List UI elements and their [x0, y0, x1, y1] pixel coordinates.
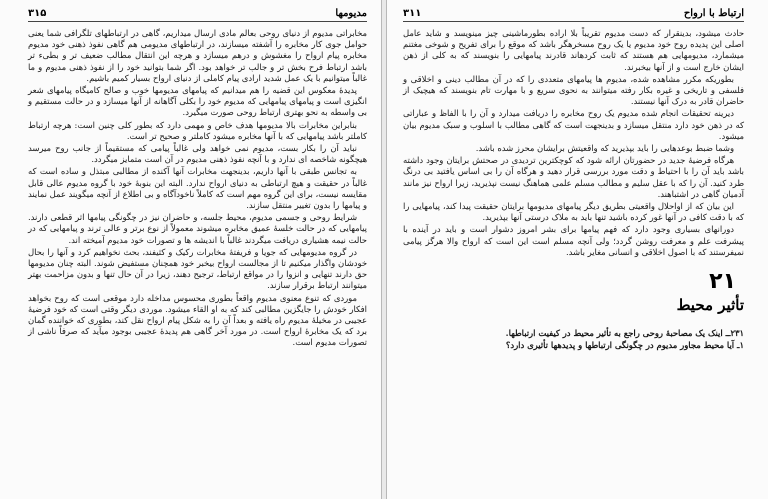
left-running-title: مدیومها	[335, 8, 367, 19]
right-running-head	[403, 8, 744, 22]
paragraph: پدیدهٔ معکوس این قضیه را هم میدانیم که پیامهای مدیومها خوب و صالح کامیگاه پیامهای شعر انگیزی است و پیامهای پیامهایی که مدیوم خود را بکلی آگاهانه از آنها میسازد و در حالت مستقیم و بی واسطه به نحو بهتری ارتباط روحی صورت میگیرد.	[28, 85, 367, 118]
left-page	[0, 0, 382, 499]
chapter-title: تأثیر محیط	[676, 296, 744, 315]
right-body-text	[403, 28, 744, 258]
paragraph: مخابراتی مدیوم از دنیای روحی بعالم مادی ارسال میداریم، گاهی در ارتباطهای تلگرافی شما یعنی حوامل جوی کار مخابره را آشفته میسازند، در ارتباطهای مدیومی هم گاهی نفوذ ذهنی خود مدیوم مخابره پیام ارواح را مغشوش و درهم میسازد و هرچه این انتقال مطالب ضعیف تر و بطیء تر باشد ارتباط فرح بخش تر و جالب تر خواهد بود. اگر شما بتوانید خود را از نفوذ ذهنی مدیوم و ما غالباً میتوانیم با یک عمل شدید ارادی پیام کاملی از دنیای ارواح بسیار کمیم باشیم.	[28, 28, 367, 83]
right-running-title: ارتباط با ارواح	[683, 8, 744, 19]
left-page-number: ۳۱۵	[28, 8, 47, 19]
paragraph: در گروه مدیومهایی که جویا و فریفتهٔ مخابرات رکیک و کثیفند، بحث نخواهیم کرد و آنها را بحال خودشان واگذار میکنیم تا از مجالست ارواح بیخبر خود همچنان مستفیض شوند. البته چنان مدیومها حق دارند تنهایی و انزوا را در مواقع ارتباط، ترجیح دهند، زیرا در آن حال تنها و بدون مزاحمت بهتر میتوانند ارتباط برقرار سازند.	[28, 246, 367, 291]
paragraph: ۱ـ آیا محیط مجاور مدیوم در چگونگی ارتباطها و پدیدهها تأثیری دارد؟	[505, 340, 744, 351]
paragraph: این بیان که از اواحلال واقعیتی بطریق دیگر پیامهای مدیومها برایتان حقیقت پیدا کند، پیامهایی را که با دقت کافی در آنها غور کرده باشید تنها باید به ملاک درستی آنها بپذیرید.	[403, 201, 744, 223]
paragraph: بنابراین مخابرات بالا مدیومها هدف خاص و مهمی دارد که بطور کلی چنین است: هرچه ارتباط کاملتر باشد پیامهایی که با آنها مخابره میشود کاملتر و صحیح تر است.	[28, 119, 367, 141]
paragraph: شرایط روحی و جسمی مدیوم، محیط جلسه، و حاضران نیز در چگونگی پیامها اثر قطعی دارند. پیامهایی که در حالت خلسهٔ عمیق مخابره میشوند معمولاً از نوع برتر و عالی ترند و پیامهایی که در حالت نیمه هشیاری دریافت میگردند غالباً با اندیشه ها و تصورات خود مدیوم آمیخته اند.	[28, 212, 367, 245]
paragraph: دیرینه تحقیقات انجام شده مدیوم یک روح مخابره را دریافت میدارد و آن را با الفاظ و عباراتی که در ذهن خود دارد منتقل میسازد و بدینجهت است که گاهی مطالب با اسلوب و سبک مدیوم بیان میشود.	[403, 108, 744, 141]
right-page-number: ۳۱۱	[403, 8, 422, 19]
right-page	[386, 0, 768, 499]
paragraph: وشما ضبط بوعدهایی را باید بپذیرید که واقعیتش برایشان محرز شده باشد.	[475, 143, 734, 154]
chapter-heading	[403, 270, 744, 314]
left-body-text	[28, 28, 367, 349]
paragraph: بطوریکه مکرر مشاهده شده، مدیوم ها پیامهای متعددی را که در آن مطالب دینی و اخلاقی و فلسفی و تاریخی و غیره بکار رفته میتوانند به نحوی سریع و با مهارت تام بنویسند که هیچیک از حاضران قادر به درک آنها نیستند.	[403, 73, 744, 107]
paragraph: ۲۳۱ــ اینک یک مصاحبهٔ روحی راجع به تأثیر محیط در کیفیت ارتباطها.	[505, 328, 744, 339]
chapter-number: ۲۱	[709, 269, 736, 295]
paragraph: موردی که تنوع معنوی مدیوم واقعاً بطوری محسوس مداخله دارد موقعی است که روح بخواهد افکار خودش را جایگزین مطالبی کند که به او القاء میشود. موردی دیگر وقتی است که خود فرضیهٔ عجیبی در مخیلهٔ مدیوم راه یافته و بعداً آن را به شکل پیام ارواح نقل کند، بطوری که خواننده گمان برد که یک مخابرهٔ ارواح است. در مورد آخر گاهی هم پدیدهٔ عجیبی بوجود میآید که صرفاً ناشی از تصورات مدیوم است.	[28, 292, 367, 348]
chapter-opening-text	[403, 328, 744, 351]
paragraph: به تجانس طبقی با آنها داریم، بدینجهت مخابرات آنها آکنده از مطالبی مبتذل و ساده است که غالباً در حقیقت و هیچ ارتباطی به دنیای ارواح ندارد. البته این بنوبهٔ خود با گروه مدیوم عالی قابل مقایسه نیست، برای این گروه مهم است که کاملاً ناخودآگاه و بی اطلاع از آنچه میگویند عمل نمایند و پیامها را بدون تغییر منتقل سازند.	[28, 166, 367, 211]
left-running-head	[28, 8, 367, 22]
paragraph: نباید آن را بکار بست، مدیوم نمی خواهد ولی غالباً پیامی که مستقیماً از جانب روح میرسد هیچگونه شاخصه ای ندارد و با آنچه نفوذ ذهنی مدیوم در آن است متمایز میگردد.	[28, 143, 367, 165]
paragraph: حادث میشود، بدینقرار که دست مدیوم تقریباً بلا اراده بطورماشینی چیز مینویسد و شاید عامل اصلی این پدیده روح خود مدیوم یا یک روح مسخرهگر باشد که موقع را برای تفریح و شوخی مغتنم میشمارد، مدیومهایی هم هستند که ثابت کردهاند قادرند پیامهایی را بنویسند که به کلی از ذهن ایشان خارج است و از آنها بیخبرند.	[403, 28, 744, 72]
paragraph: هرگاه فرضیهٔ جدید در حضورتان ارائه شود که کوچکترین تردیدی در صحتش برایتان وجود داشته باشد باید آن را با احتیاط و دقت مورد بررسی قرار دهید و هرگاه آن را بی اساس یافتید بی درنگ طرد کنید. آن را که با عقل سلیم و مطالب مسلم علمی هماهنگ نیست نپذیرید، زیرا ارواح نیز مانند آدمیان گاهی در اشتباهند.	[403, 155, 744, 199]
paragraph: دورانهای بسیاری وجود دارد که فهم پیامها برای بشر امروز دشوار است و باید در آینده با پیشرفت علم و معرفت روشن گردد؛ ولی آنچه مسلم است این است که ارواح والا هرگز پیامی نمیفرستند که با اصول اخلاقی و انسانی مغایر باشد.	[403, 224, 744, 257]
